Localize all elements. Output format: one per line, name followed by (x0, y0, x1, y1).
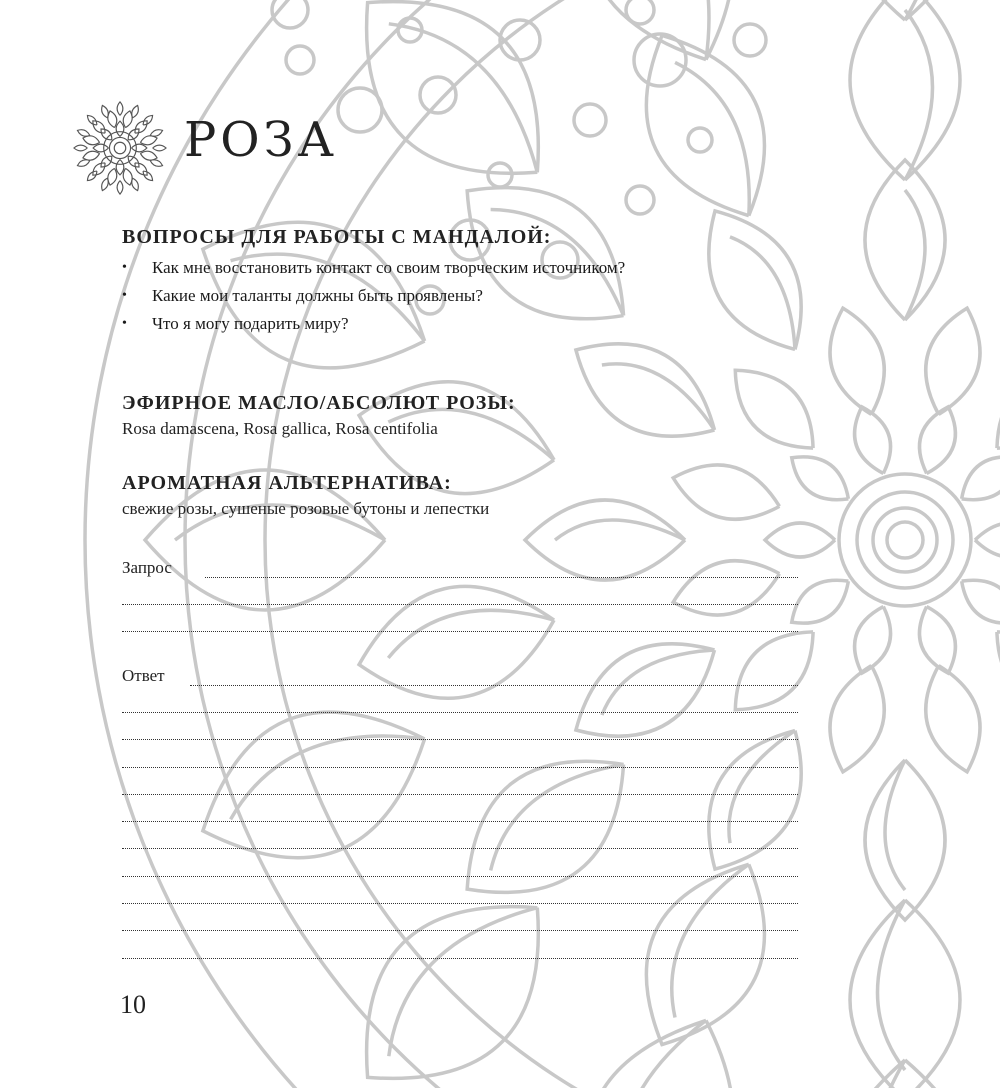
request-label: Запрос (122, 558, 172, 577)
icon-petal (102, 178, 109, 190)
answer-line[interactable] (190, 685, 798, 686)
icon-petal (117, 102, 123, 115)
bullet: • (122, 260, 127, 275)
icon-petal (123, 111, 132, 128)
answer-line[interactable] (122, 712, 798, 713)
icon-petal (117, 181, 123, 194)
icon-petal (74, 145, 87, 151)
icon-ring (109, 137, 130, 158)
icon-petal (93, 121, 105, 133)
alternative-heading: АРОМАТНАЯ АЛЬТЕРНАТИВА: (122, 472, 452, 494)
icon-petal (143, 115, 153, 125)
questions-list (122, 255, 802, 337)
answer-line[interactable] (122, 848, 798, 849)
icon-petal (93, 163, 105, 175)
questions-heading: ВОПРОСЫ ДЛЯ РАБОТЫ С МАНДАЛОЙ: (122, 226, 552, 248)
answer-label: Ответ (122, 666, 165, 685)
icon-petal (93, 144, 108, 152)
icon-petal (83, 151, 100, 160)
question-item (122, 255, 652, 281)
answer-line[interactable] (122, 876, 798, 877)
icon-petal (116, 160, 124, 175)
answer-line[interactable] (122, 739, 798, 740)
icon-petal (135, 163, 147, 175)
icon-petal (135, 121, 147, 133)
icon-petal (77, 130, 89, 137)
icon-ring (104, 132, 137, 165)
question-text: Какие мои таланты должны быть проявлены? (152, 286, 483, 305)
oil-section (122, 392, 802, 439)
icon-petal (83, 136, 100, 145)
mandala-icon (72, 100, 168, 196)
icon-petal (132, 144, 147, 152)
icon-petal (108, 111, 117, 128)
bullet: • (122, 288, 127, 303)
answer-line[interactable] (122, 930, 798, 931)
answer-line[interactable] (122, 767, 798, 768)
icon-petal (140, 151, 157, 160)
page-number: 10 (120, 990, 146, 1019)
question-item (122, 311, 802, 337)
icon-petal (116, 121, 124, 136)
icon-petal (153, 145, 166, 151)
page-title: РОЗА (184, 112, 338, 168)
icon-petal (143, 171, 153, 181)
request-line[interactable] (205, 577, 798, 578)
answer-line[interactable] (122, 958, 798, 959)
icon-petal (150, 160, 162, 167)
icon-petal (123, 168, 132, 185)
icon-petal (77, 160, 89, 167)
alternative-text: свежие розы, сушеные розовые бутоны и лепестки (122, 499, 490, 518)
oil-text: Rosa damascena, Rosa gallica, Rosa centifolia (122, 419, 438, 438)
answer-line[interactable] (122, 794, 798, 795)
icon-petal (132, 178, 139, 190)
icon-petal (102, 105, 109, 117)
icon-ring (114, 142, 126, 154)
icon-petal (140, 136, 157, 145)
icon-petal (150, 130, 162, 137)
request-line[interactable] (122, 631, 798, 632)
answer-line[interactable] (122, 821, 798, 822)
question-item (122, 283, 802, 309)
icon-petal (108, 168, 117, 185)
icon-petal (87, 171, 97, 181)
request-line[interactable] (122, 604, 798, 605)
oil-heading: ЭФИРНОЕ МАСЛО/АБСОЛЮТ РОЗЫ: (122, 392, 516, 414)
icon-petal (87, 115, 97, 125)
question-text: Как мне восстановить контакт со своим творческим источником? (152, 258, 626, 277)
question-text: Что я могу подарить миру? (152, 314, 349, 333)
answer-line[interactable] (122, 903, 798, 904)
questions-section (122, 226, 802, 339)
bullet: • (122, 316, 127, 331)
icon-petal (132, 105, 139, 117)
alternative-section (122, 472, 802, 519)
